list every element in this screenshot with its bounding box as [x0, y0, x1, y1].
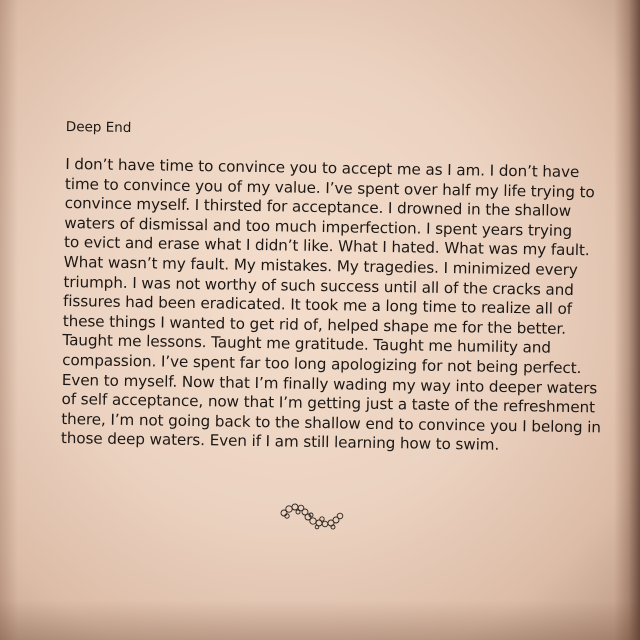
poem-body	[61, 155, 626, 458]
poem-text-block	[61, 118, 626, 458]
poem-line: to evict and erase what I didn’t like. What I hated. What was my fault.	[63, 233, 590, 260]
poem-line: triumph. I was not worthy of such success until all of the cracks and	[63, 272, 574, 299]
poem-line: of self acceptance, now that I’m getting just a taste of the refreshment	[61, 390, 596, 417]
poem-line: convince myself. I thirsted for acceptance. I drowned in the shallow	[64, 194, 572, 221]
poem-line: fissures had been eradicated. It took me a long time to realize all of	[62, 292, 573, 319]
poem-line: compassion. I’ve spent far too long apologizing for not being perfect.	[62, 350, 582, 378]
poem-line: Taught me lessons. Taught me gratitude. Taught me humility and	[62, 331, 552, 357]
page-shadow-bottom	[0, 600, 640, 640]
poem-line: What wasn’t my fault. My mistakes. My tragedies. I minimized every	[63, 252, 578, 280]
poem-line: those deep waters. Even if I am still learning how to swim.	[60, 429, 500, 455]
poem-line: time to convince you of my value. I’ve spent over half my life trying to	[64, 174, 595, 201]
poem-line: there, I’m not going back to the shallow end to convince you I belong in	[61, 409, 602, 437]
bubble-wave-ornament-icon	[278, 500, 354, 536]
poem-line: I don’t have time to convince you to accept me as I am. I don’t have	[65, 154, 580, 182]
poem-line: waters of dismissal and too much imperfection. I spent years trying	[64, 213, 573, 240]
poem-title: Deep End	[65, 118, 132, 137]
page-shadow-left	[0, 0, 18, 640]
poem-line: these things I wanted to get rid of, helped shape me for the better.	[62, 311, 567, 338]
poem-line: Even to myself. Now that I’m finally wading my way into deeper waters	[61, 370, 598, 397]
